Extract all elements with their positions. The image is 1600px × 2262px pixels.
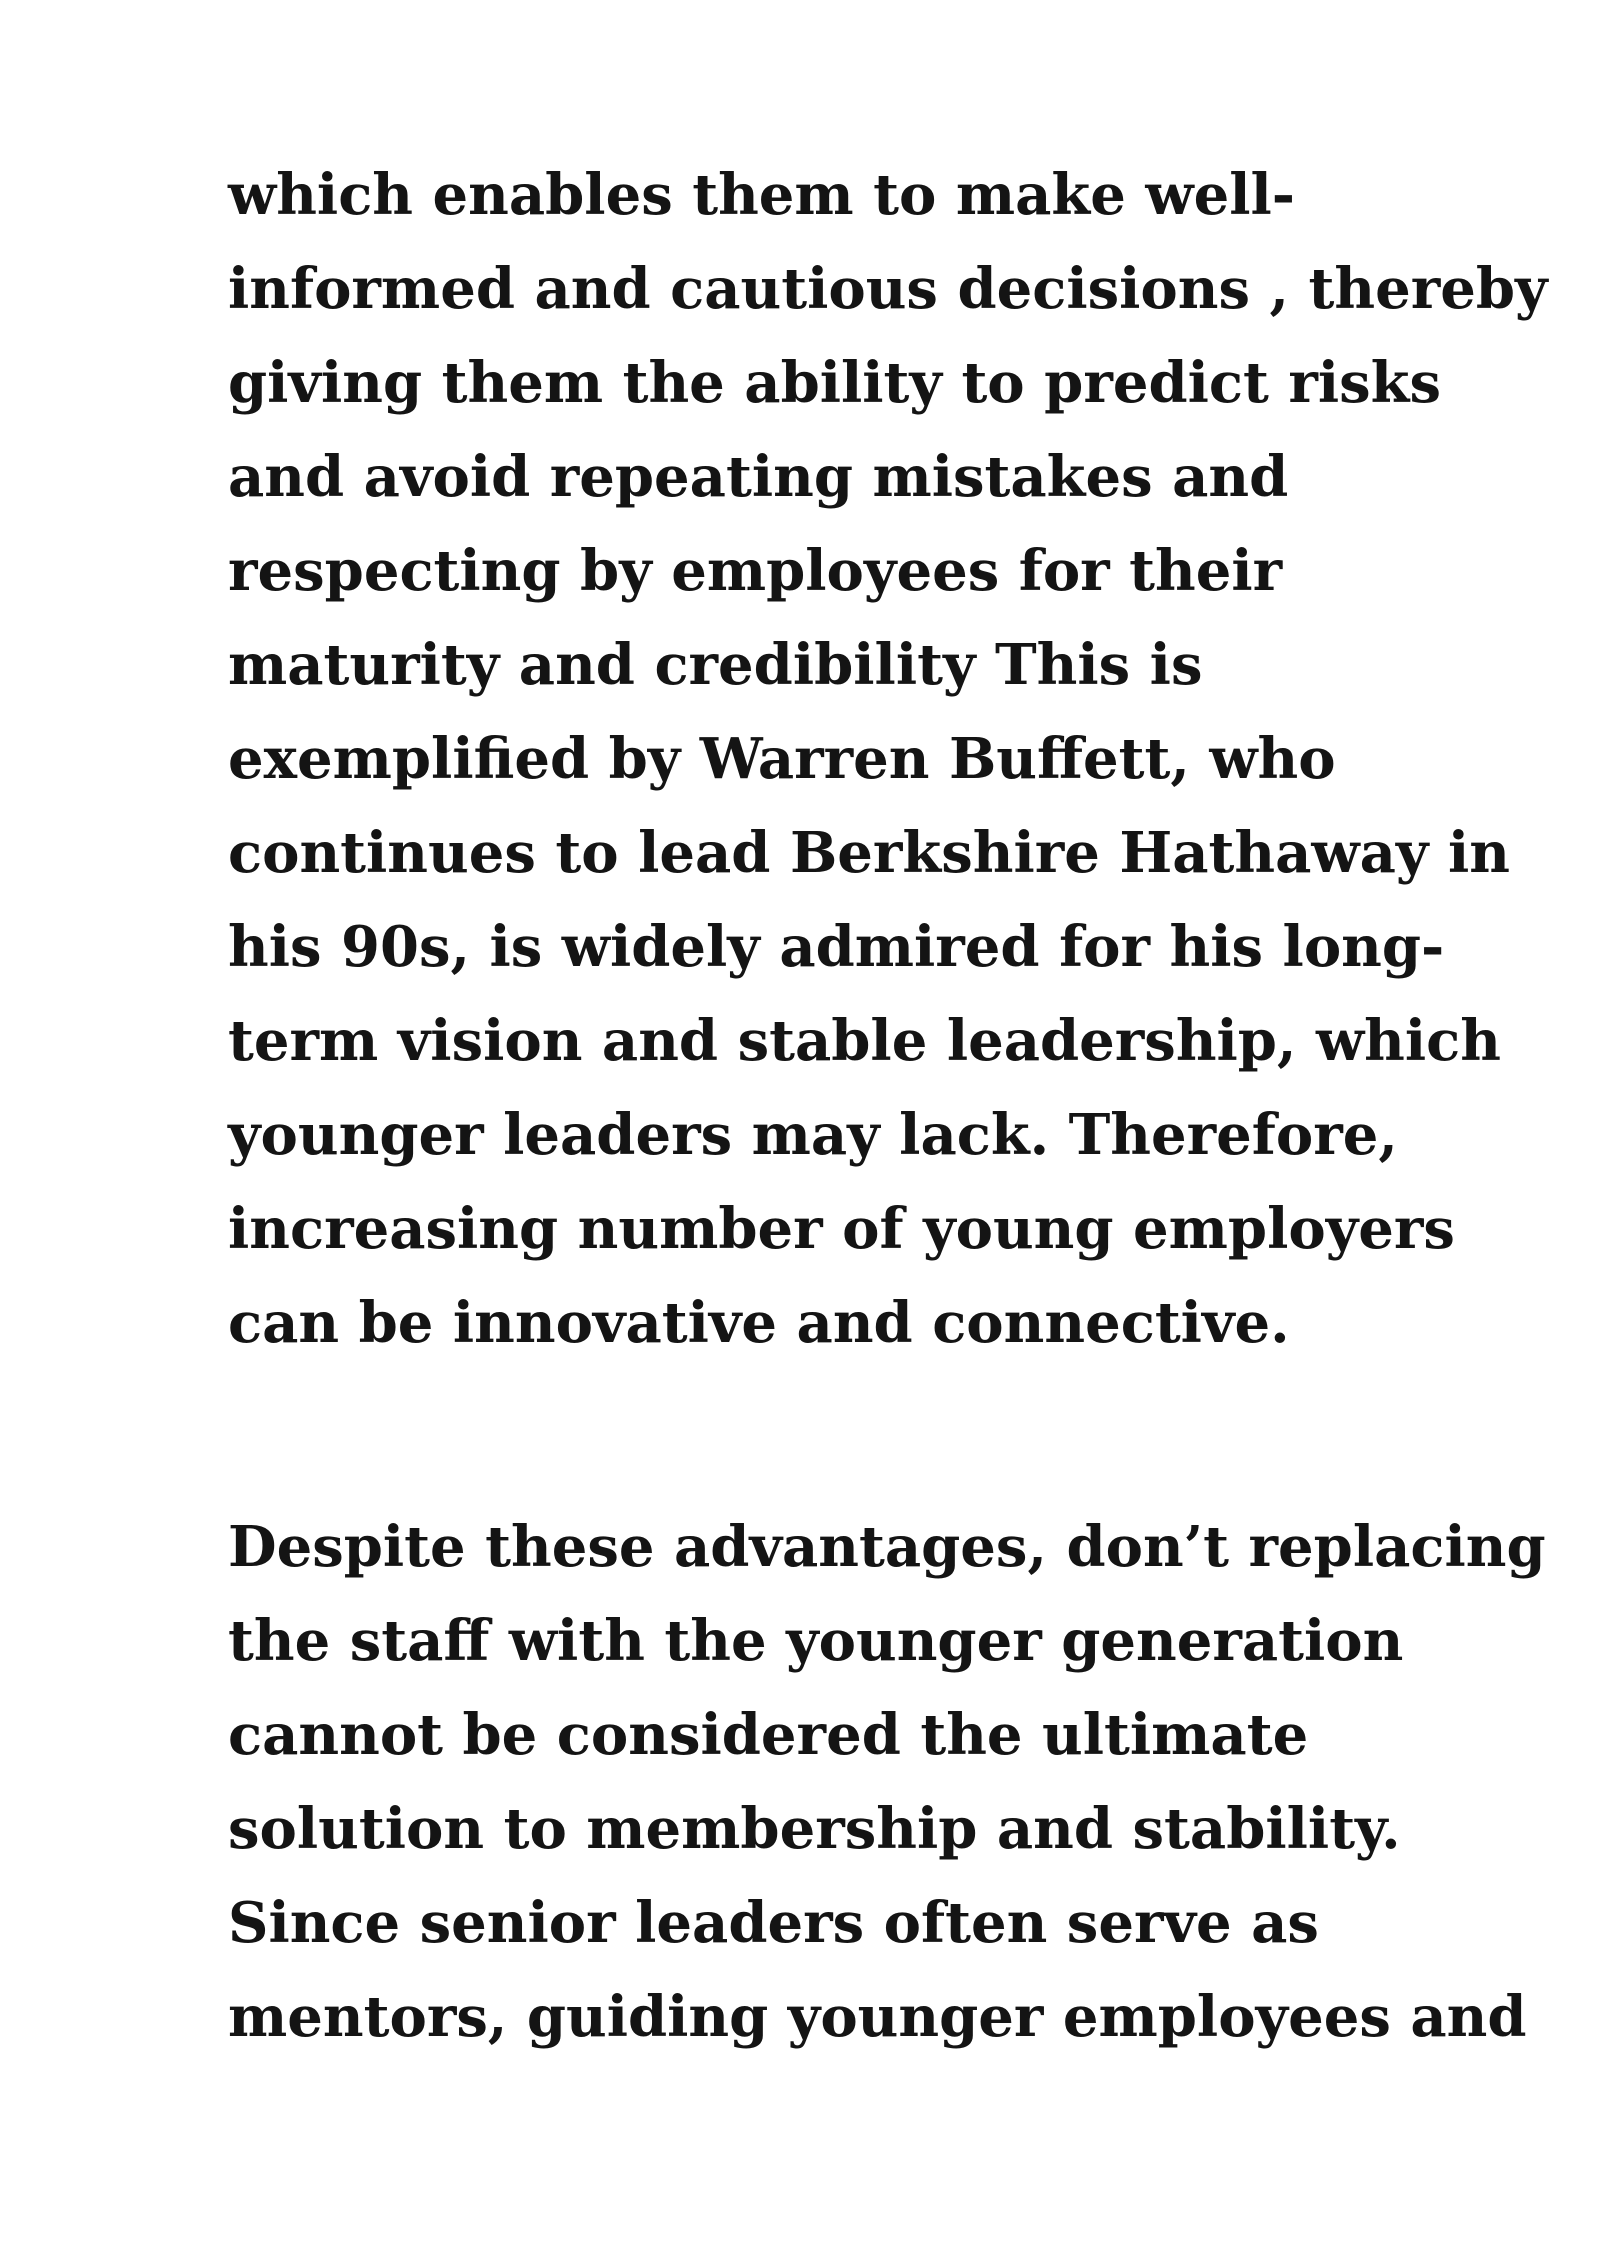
text-line: which enables them to make well- [228, 162, 1295, 228]
text-line: increasing number of young employers [228, 1196, 1455, 1262]
text-line: term vision and stable leadership, which [228, 1008, 1501, 1074]
text-line: continues to lead Berkshire Hathaway in [228, 820, 1510, 886]
text-line: can be innovative and connective. [228, 1290, 1290, 1356]
text-line: the staff with the younger generation [228, 1608, 1404, 1674]
text-line: cannot be considered the ultimate [228, 1702, 1309, 1768]
text-line: exemplified by Warren Buffett, who [228, 726, 1336, 792]
text-line: mentors, guiding younger employees and [228, 1984, 1527, 2050]
text-line: Since senior leaders often serve as [228, 1890, 1319, 1956]
text-line: maturity and credibility This is [228, 632, 1203, 698]
text-line: Despite these advantages, don’t replacing [228, 1514, 1546, 1580]
text-line: younger leaders may lack. Therefore, [228, 1102, 1398, 1168]
text-line: informed and cautious decisions , thereby [228, 256, 1548, 322]
paragraph-2 [228, 1500, 1568, 2064]
paragraph-1 [228, 148, 1568, 1370]
text-line: his 90s, is widely admired for his long- [228, 914, 1445, 980]
text-line: giving them the ability to predict risks [228, 350, 1441, 416]
text-line: respecting by employees for their [228, 538, 1283, 604]
text-line: solution to membership and stability. [228, 1796, 1401, 1862]
text-line: and avoid repeating mistakes and [228, 444, 1289, 510]
